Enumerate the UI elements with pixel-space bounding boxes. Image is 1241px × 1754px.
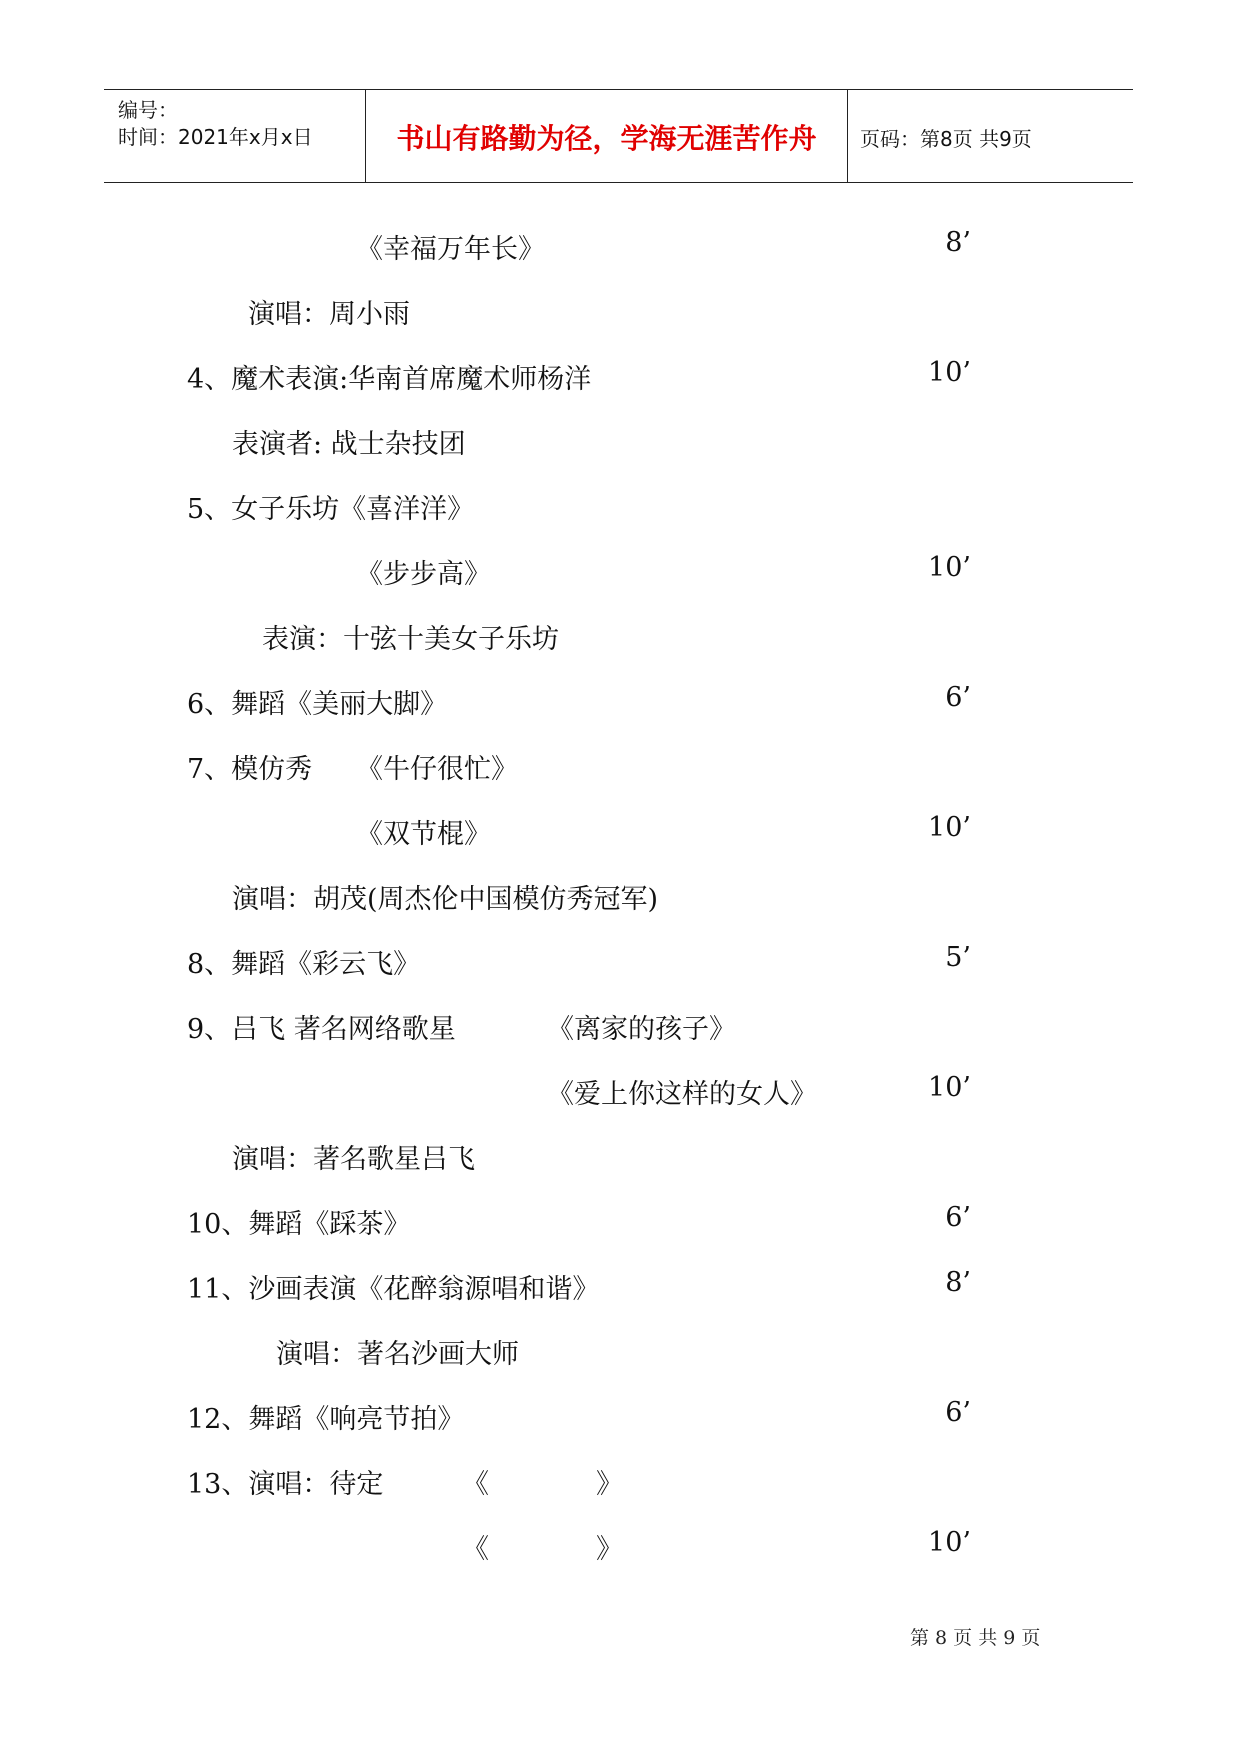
program-line: 7、模仿秀 bbox=[187, 754, 313, 785]
program-duration: 5’ bbox=[945, 942, 971, 973]
program-line: 13、演唱：待定 bbox=[187, 1469, 384, 1500]
program-duration: 10’ bbox=[928, 1527, 971, 1558]
program-duration: 6’ bbox=[945, 682, 971, 713]
header-motto: 书山有路勤为径，学海无涯苦作舟 bbox=[396, 122, 817, 155]
program-duration: 10’ bbox=[928, 1072, 971, 1103]
program-line: 5、女子乐坊《喜洋洋》 bbox=[187, 494, 475, 525]
program-duration: 8’ bbox=[945, 1267, 971, 1298]
page-footer: 第 8 页 共 9 页 bbox=[910, 1627, 1041, 1649]
program-line: 10、舞蹈《踩茶》 bbox=[187, 1209, 411, 1240]
program-line-title-close: 》 bbox=[596, 1534, 623, 1565]
program-line-title: 《牛仔很忙》 bbox=[356, 754, 518, 785]
program-line: 演唱：著名歌星吕飞 bbox=[232, 1144, 475, 1175]
program-line: 演唱：著名沙画大师 bbox=[276, 1339, 519, 1370]
header-page-label: 页码：第8页 共9页 bbox=[860, 127, 1032, 151]
program-line: 9、吕飞 著名网络歌星 bbox=[187, 1014, 456, 1045]
program-duration: 10’ bbox=[928, 552, 971, 583]
header-motto-cell bbox=[365, 90, 848, 182]
program-duration: 6’ bbox=[945, 1202, 971, 1233]
program-line: 演唱：周小雨 bbox=[248, 299, 410, 330]
program-line-title-close: 》 bbox=[596, 1469, 623, 1500]
program-line: 4、魔术表演:华南首席魔术师杨洋 bbox=[187, 364, 592, 395]
program-line: 《爱上你这样的女人》 bbox=[547, 1079, 817, 1110]
header-info-cell bbox=[104, 90, 364, 182]
program-line-title: 《离家的孩子》 bbox=[547, 1014, 736, 1045]
header-page-cell bbox=[848, 90, 1133, 182]
program-duration: 6’ bbox=[945, 1397, 971, 1428]
program-line: 11、沙画表演《花醉翁源唱和谐》 bbox=[187, 1274, 600, 1305]
program-line: 12、舞蹈《响亮节拍》 bbox=[187, 1404, 465, 1435]
program-line-title-open: 《 bbox=[462, 1469, 489, 1500]
program-line-title-open: 《 bbox=[462, 1534, 489, 1565]
program-line: 6、舞蹈《美丽大脚》 bbox=[187, 689, 448, 720]
page-header bbox=[104, 89, 1133, 183]
document-date-label: 时间：2021年x月x日 bbox=[118, 125, 313, 149]
program-duration: 10’ bbox=[928, 812, 971, 843]
document-number-label: 编号： bbox=[118, 98, 178, 122]
program-line: 表演者: 战士杂技团 bbox=[232, 429, 466, 460]
program-duration: 8’ bbox=[945, 227, 971, 258]
program-line: 表演：十弦十美女子乐坊 bbox=[262, 624, 559, 655]
program-line: 演唱：胡茂(周杰伦中国模仿秀冠军) bbox=[232, 884, 659, 915]
program-duration: 10’ bbox=[928, 357, 971, 388]
program-line: 《双节棍》 bbox=[356, 819, 491, 850]
program-line: 8、舞蹈《彩云飞》 bbox=[187, 949, 421, 980]
program-line: 《步步高》 bbox=[356, 559, 491, 590]
program-line: 《幸福万年长》 bbox=[356, 234, 545, 265]
